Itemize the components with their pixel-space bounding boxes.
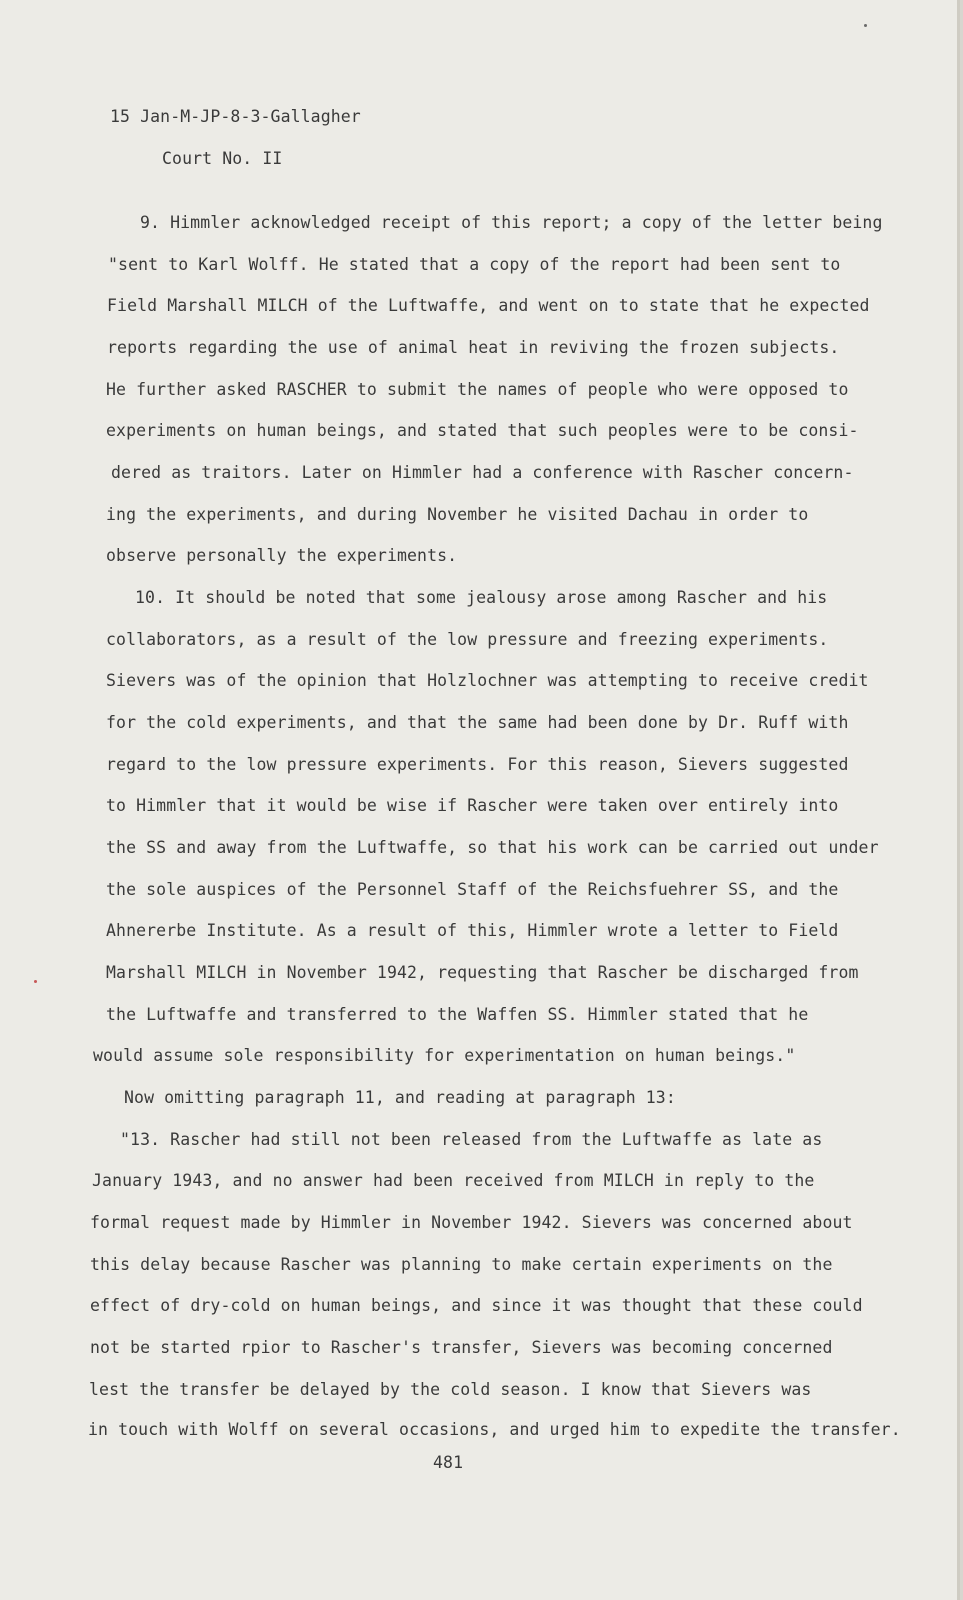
- body-line: dered as traitors. Later on Himmler had a conference with Rascher concern-: [111, 463, 854, 482]
- body-line: January 1943, and no answer had been received from MILCH in reply to the: [92, 1171, 815, 1190]
- red-speck: [34, 980, 37, 983]
- body-line: in touch with Wolff on several occasions, and urged him to expedite the transfer.: [88, 1420, 901, 1439]
- body-line: the SS and away from the Luftwaffe, so that his work can be carried out under: [106, 838, 879, 857]
- body-line: "13. Rascher had still not been released from the Luftwaffe as late as: [120, 1130, 823, 1149]
- body-line: effect of dry-cold on human beings, and since it was thought that these could: [90, 1296, 863, 1315]
- court-label: Court No. II: [162, 149, 283, 168]
- body-line: for the cold experiments, and that the same had been done by Dr. Ruff with: [106, 713, 849, 732]
- body-line: would assume sole responsibility for experimentation on human beings.": [93, 1046, 796, 1065]
- body-line: "sent to Karl Wolff. He stated that a copy of the report had been sent to: [108, 255, 841, 274]
- body-line: reports regarding the use of animal heat in reviving the frozen subjects.: [107, 338, 840, 357]
- body-line: the sole auspices of the Personnel Staff of the Reichsfuehrer SS, and the: [106, 880, 839, 899]
- body-line: collaborators, as a result of the low pressure and freezing experiments.: [106, 630, 829, 649]
- body-line: observe personally the experiments.: [106, 546, 458, 565]
- body-line: not be started rpior to Rascher's transfer, Sievers was becoming concerned: [90, 1338, 833, 1357]
- body-line: the Luftwaffe and transferred to the Waffen SS. Himmler stated that he: [106, 1005, 809, 1024]
- reference-header: 15 Jan-M-JP-8-3-Gallagher: [110, 107, 361, 126]
- body-line: to Himmler that it would be wise if Rascher were taken over entirely into: [106, 796, 839, 815]
- ink-speck: [864, 24, 867, 27]
- body-line: Ahnererbe Institute. As a result of this, Himmler wrote a letter to Field: [106, 921, 839, 940]
- body-line: lest the transfer be delayed by the cold season. I know that Sievers was: [89, 1380, 812, 1399]
- body-line: regard to the low pressure experiments. For this reason, Sievers suggested: [106, 755, 849, 774]
- body-line: Field Marshall MILCH of the Luftwaffe, and went on to state that he expected: [107, 296, 870, 315]
- page-number: 481: [433, 1453, 464, 1472]
- body-line: Now omitting paragraph 11, and reading at paragraph 13:: [124, 1088, 676, 1107]
- body-line: ing the experiments, and during November he visited Dachau in order to: [106, 505, 809, 524]
- body-line: Marshall MILCH in November 1942, requesting that Rascher be discharged from: [106, 963, 859, 982]
- body-line: He further asked RASCHER to submit the names of people who were opposed to: [106, 380, 849, 399]
- body-line: 10. It should be noted that some jealousy arose among Rascher and his: [135, 588, 828, 607]
- body-line: this delay because Rascher was planning to make certain experiments on the: [90, 1255, 833, 1274]
- body-line: experiments on human beings, and stated that such peoples were to be consi-: [106, 421, 859, 440]
- body-line: 9. Himmler acknowledged receipt of this report; a copy of the letter being: [140, 213, 883, 232]
- body-line: formal request made by Himmler in November 1942. Sievers was concerned about: [90, 1213, 853, 1232]
- body-line: Sievers was of the opinion that Holzlochner was attempting to receive credit: [106, 671, 869, 690]
